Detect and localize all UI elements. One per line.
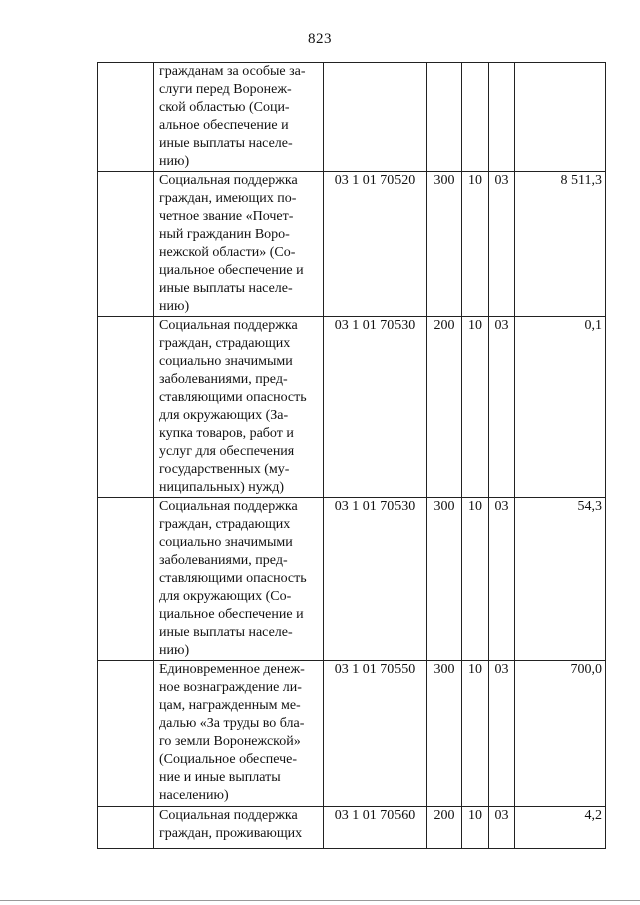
expense-type-cell: 300 [427,172,462,317]
target-code-cell: 03 1 01 70550 [324,661,427,807]
table-row [98,498,606,661]
subsection-cell: 03 [489,807,515,849]
subsection-cell [489,63,515,172]
section-cell: 10 [462,807,489,849]
subsection-cell: 03 [489,172,515,317]
section-cell [462,63,489,172]
row-number-cell [98,661,154,807]
item-name-cell: гражданам за особые за- слуги перед Воронеж- ской областью (Соци- альное обеспечение и иные выплаты населе- нию) [154,63,324,172]
table-row [98,317,606,498]
row-number-cell [98,807,154,849]
section-cell: 10 [462,661,489,807]
table-row [98,172,606,317]
item-name-cell: Единовременное денеж- ное вознаграждение ли- цам, награжденным ме- далью «За труды во бла- го земли Воронежской» (Социальное обеспече- ние и иные выплаты населению) [154,661,324,807]
expense-type-cell: 300 [427,498,462,661]
page-number: 823 [308,31,332,47]
amount-cell: 8 511,3 [515,172,606,317]
amount-cell [515,63,606,172]
row-number-cell [98,498,154,661]
table-row [98,63,606,172]
expense-type-cell: 200 [427,317,462,498]
subsection-cell: 03 [489,498,515,661]
target-code-cell: 03 1 01 70530 [324,317,427,498]
table-row [98,661,606,807]
amount-cell: 0,1 [515,317,606,498]
target-code-cell: 03 1 01 70560 [324,807,427,849]
section-cell: 10 [462,172,489,317]
item-name-cell: Социальная поддержка граждан, страдающих социально значимыми заболеваниями, пред- ставляющими опасность для окружающих (Со- циальное обеспечение и иные выплаты населе- нию) [154,498,324,661]
expense-type-cell [427,63,462,172]
target-code-cell: 03 1 01 70530 [324,498,427,661]
target-code-cell [324,63,427,172]
row-number-cell [98,63,154,172]
section-cell: 10 [462,317,489,498]
amount-cell: 4,2 [515,807,606,849]
item-name-cell: Социальная поддержка граждан, имеющих по- четное звание «Почет- ный гражданин Воро- нежской области» (Со- циальное обеспечение и иные выплаты населе- нию) [154,172,324,317]
item-name-cell: Социальная поддержка граждан, проживающих [154,807,324,849]
subsection-cell: 03 [489,661,515,807]
table-row [98,807,606,849]
subsection-cell: 03 [489,317,515,498]
expense-type-cell: 300 [427,661,462,807]
page-bottom-edge [0,900,640,901]
amount-cell: 54,3 [515,498,606,661]
budget-table [97,62,606,849]
amount-cell: 700,0 [515,661,606,807]
row-number-cell [98,172,154,317]
target-code-cell: 03 1 01 70520 [324,172,427,317]
row-number-cell [98,317,154,498]
item-name-cell: Социальная поддержка граждан, страдающих социально значимыми заболеваниями, пред- ставляющими опасность для окружающих (За- купка товаров, работ и услуг для обеспечения государственных (му- ниципальных) нужд) [154,317,324,498]
section-cell: 10 [462,498,489,661]
expense-type-cell: 200 [427,807,462,849]
